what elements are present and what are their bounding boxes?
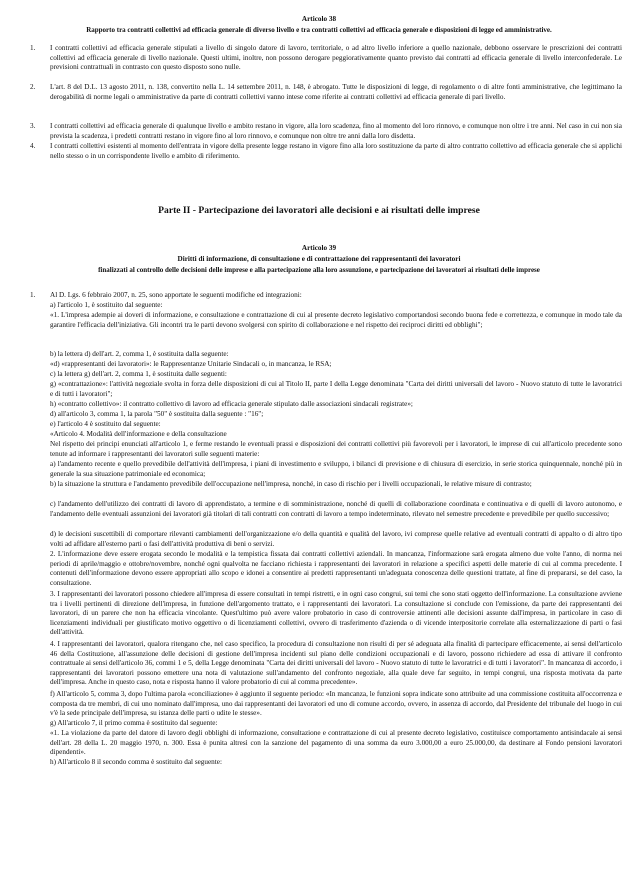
art39-f-text: f) All'articolo 5, comma 3, dopo l'ultima parola «conciliazione» è aggiunto il seguente periodo: «In mancanza, le funzioni sopra indicate sono attribuite ad una commissione costituita all'occorrenza e composta da tre membri, di cui uno nominato dall'impresa, uno dai rappresentanti dei lavoratori ed uno di comune accordo, ovvero, in assenza di accordo, dal Presidente del tribunale del luogo in cui v'è la sede principale dell'impresa, su istanza delle parti o udite le stesse». [50,690,622,718]
art39-a-label: a) l'articolo 1, è sostituito dal seguente: [50,301,163,309]
article-39-subtitle-line2: finalizzati al controllo delle decisioni delle imprese e alla partecipazione alla loro assunzione, e partecipazione dei lavoratori ai risultati delle imprese [98,266,540,274]
art38-item-2-text: L'art. 8 del D.L. 13 agosto 2011, n. 138, convertito nella L. 14 settembre 2011, n. 148, è abrogato. Tutte le disposizioni di legge, di regolamento o di altre fonti amministrative, che legittimano la derogabilità di norme legali o amministrative da parte di contratti collettivi vanno intese come riferite ai contratti collettivi ad efficacia generale di pari livello. [50,83,622,101]
art39-b-text: «d) «rappresentanti dei lavoratori»: le Rappresentanze Unitarie Sindacali o, in mancanza, le RSA; [50,360,332,368]
art39-e-paragraph-4: 4. I rappresentanti dei lavoratori, qualora ritengano che, nel caso specifico, la procedura di consultazione non risulti di per sé adeguata alla finalità di partecipare efficacemente, ai sensi dell'articolo 46 della Costituzione, all'assunzione delle decisioni di gestione dell'impresa incidenti sul piano delle condizioni occupazionali e di lavoro, possono richiedere ad essa di attivare il confronto contrattuale ai sensi dell'articolo 36, commi 1 e 5, della Legge denominata "Carta dei diritti universali del lavoro - Nuovo statuto di tutte le lavoratrici e di tutti i lavoratori". In mancanza di accordo, i rappresentanti dei lavoratori possono emettere una nota di valutazione sull'andamento del confronto negoziale, alla quale deve far seguito, in tempi congrui, una risposta motivata da parte dell'impresa. Anche in questo caso, nota e risposta hanno il valore probatorio di cui al comma precedente». [50,640,622,687]
art39-e-paragraph-2: 2. L'informazione deve essere erogata secondo le modalità e la tempistica fissata dai contratti collettivi aziendali. In mancanza, l'informazione sarà erogata almeno due volte l'anno, di norma nei periodi di aprile/maggio e ottobre/novembre, nonché ogni qualvolta ne facciano richiesta i rappresentanti dei lavoratori in relazione a specifici aspetti delle materie di cui al comma precedente. I contenuti dell'informazione devono essere appropriati allo scopo e idonei a consentire ai predetti rappresentanti un'adeguata conoscenza delle questioni trattate, al fine di prepararsi, se del caso, la consultazione. [50,550,622,587]
art38-item-1-number: 1. [30,44,36,52]
article-38-subtitle: Rapporto tra contratti collettivi ad efficacia generale di diverso livello e tra contratti collettivi ad efficacia generale e disposizioni di legge ed amministrative. [86,26,552,34]
art39-h2-text: h) All'articolo 8 il secondo comma è sostituito dal seguente: [50,758,222,766]
art39-c-text: g) «contrattazione»: l'attività negoziale svolta in forza delle disposizioni di cui al Titolo II, parte I della Legge denominata "Carta dei diritti universali del lavoro - Nuovo statuto di tutte le lavoratrici e di tutti i lavoratori"; [50,380,622,398]
art39-g-quote: «1. La violazione da parte del datore di lavoro degli obblighi di informazione, consultazione e contrattazione di cui al presente decreto legislativo, costituisce comportamento antisindacale ai sensi dell'art. 28 della L. 20 maggio 1970, n. 300. Essa è punita altresì con la sanzione del pagamento di una somma da euro 3.000,00 a euro 25.000,00, da destinare al Fondo pensioni lavoratori dipendenti». [50,729,622,757]
art39-e-title: «Articolo 4. Modalità dell'informazione e della consultazione [50,430,227,438]
article-39-subtitle-line1: Diritti di informazione, di consultazione e di contrattazione dei rappresentanti dei lavoratori [177,255,461,263]
art38-item-2-number: 2. [30,83,36,91]
art39-e-text: e) l'articolo 4 è sostituito dal seguente: [50,420,161,428]
art39-e-paragraph-3: 3. I rappresentanti dei lavoratori possono chiedere all'impresa di essere consultati in tempi ristretti, e in ogni caso congrui, sui temi che sono stati oggetto dell'informazione. La consultazione avviene tra i livelli pertinenti di direzione dell'impresa, in funzione dell'argomento trattato, e i rappresentanti dei lavoratori. La consultazione si conclude con l'emissione, da parte dei rappresentanti dei lavoratori, di un parere che non ha efficacia vincolante. Quest'ultimo può avere valore probatorio in caso di controversie attinenti alle decisioni assunte dall'impresa, in particolare in caso di licenziamenti individuali per giustificato motivo oggettivo o di licenziamenti collettivi, ovvero di trasferimento d'azienda o di vicende interpositorie correlate alla esternalizzazione di parti o fasi dell'attività. [50,590,622,637]
art39-item-1-number: 1. [30,291,36,299]
art38-item-4-number: 4. [30,142,36,150]
art39-h-text: h) «contratto collettivo»: il contratto collettivo di lavoro ad efficacia generale stipulato dalle associazioni sindacali registrate»; [50,400,413,408]
art39-a-text: «1. L'impresa adempie ai doveri di informazione, e consultazione e contrattazione di cui al presente decreto legislativo comportandosi secondo buona fede e correttezza, e comunque in modo tale da garantire l'efficacia dell'iniziativa. Gli incontri tra le parti devono svolgersi con spirito di collaborazione e nel rispetto dei reciproci diritti ed obblighi"; [50,311,622,329]
article-39-title: Articolo 39 [301,244,337,252]
article-38-title: Articolo 38 [301,15,337,23]
art38-item-4-text: I contratti collettivi esistenti al momento dell'entrata in vigore della presente legge restano in vigore fino alla loro sostituzione da parte di altro contratto collettivo ad efficacia generale che si applichi nello stesso o in un corrispondente livello e ambito di riferimento. [50,142,622,160]
art39-e-point-d: d) le decisioni suscettibili di comportare rilevanti cambiamenti dell'organizzazione e/o della quantità e qualità del lavoro, ivi comprese quelle relative ad eventuali contratti di appalto o di altro tipo volti ad affidare all'esterno parti o fasi dell'attività produttiva di beni o servizi. [50,530,622,548]
art38-item-1-text: I contratti collettivi ad efficacia generale stipulati a livello di singolo datore di lavoro, territoriale, o ad altro livello inferiore a quello nazionale, debbono osservare le prescrizioni dei contratti collettivi ad efficacia generale di livello nazionale. Questi ultimi, inoltre, non possono derogare peggiorativamente quanto previsto dai contratti ad efficacia generale di livello interconfederale. Le previsioni contrattuali in contrasto con questo disposto sono nulle. [50,44,622,72]
art39-g-text: g) All'articolo 7, il primo comma è sostituito dal seguente: [50,719,218,727]
part-2-title: Parte II - Partecipazione dei lavoratori alle decisioni e ai risultati delle imprese [158,205,480,216]
art39-e-point-c: c) l'andamento dell'utilizzo dei contratti di lavoro di apprendistato, a termine e di somministrazione, nonché di quelli di collaborazione coordinata e continuativa e di quelli di lavoro autonomo, e l'andamento delle eventuali assunzioni dei lavoratori già titolari di tali contratti con contratti di lavoro a tempo indeterminato, rilevato nel semestre precedente e prevedibile per quello successivo; [50,500,622,518]
art38-item-3-text: I contratti collettivi ad efficacia generale di qualunque livello e ambito restano in vigore, alla loro scadenza, fino al momento del loro rinnovo, e comunque non oltre i tre anni. Nel caso in cui non sia prevista la scadenza, i predetti contratti restano in vigore fino al loro rinnovo, e comunque non oltre tre anni dalla loro disdetta. [50,122,622,140]
art39-d-text: d) all'articolo 3, comma 1, la parola "50" è sostituita dalla seguente : "16"; [50,410,264,418]
art38-item-3-number: 3. [30,122,36,130]
art39-e-point-b: b) la situazione la struttura e l'andamento prevedibile dell'occupazione nell'impresa, nonché, in caso di rischio per i livelli occupazionali, le relative misure di contrasto; [50,480,532,488]
art39-e-point-a: a) l'andamento recente e quello prevedibile dell'attività dell'impresa, i piani di investimento e sviluppo, i bilanci di previsione e di chiusura di esercizio, in serie storica quinquennale, nonché più in generale la sua situazione patrimoniale ed economica; [50,460,622,478]
art39-c-label: c) la lettera g) dell'art. 2, comma 1, è sostituita dalle seguenti: [50,370,227,378]
art39-e-paragraph-1: Nel rispetto dei principi enunciati all'articolo 1, e ferme restando le eventuali prassi e disposizioni dei contratti collettivi più favorevoli per i lavoratori, le imprese di cui all'articolo precedente sono tenute ad informare i rappresentanti dei lavoratori sulle seguenti materie: [50,440,622,458]
art39-intro: Al D. Lgs. 6 febbraio 2007, n. 25, sono apportate le seguenti modifiche ed integrazioni: [50,291,302,299]
art39-b-label: b) la lettera d) dell'art. 2, comma 1, è sostituita dalla seguente: [50,350,229,358]
